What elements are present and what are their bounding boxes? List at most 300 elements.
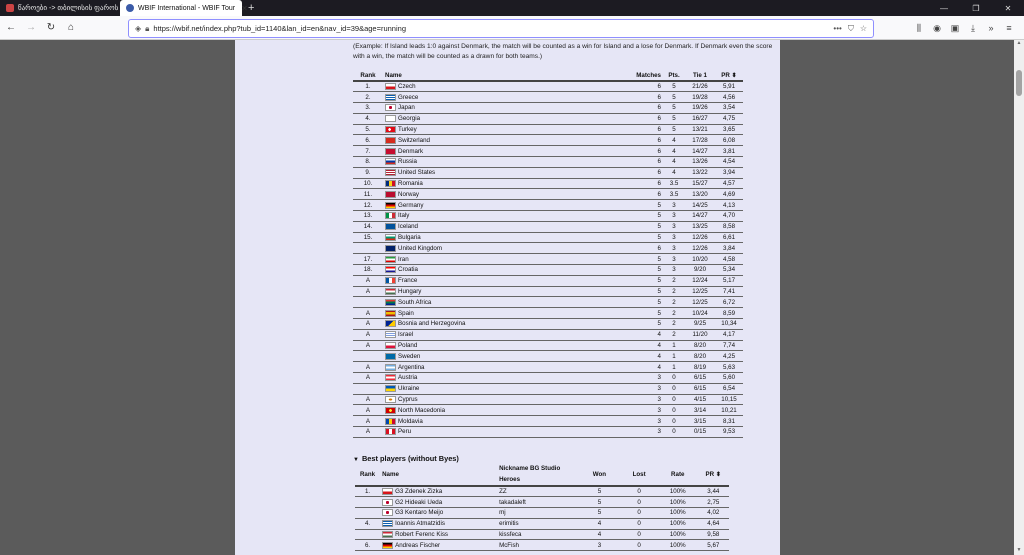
rank-cell: A bbox=[353, 329, 383, 340]
name-text[interactable]: Sweden bbox=[398, 352, 421, 360]
pr-cell: 5,63 bbox=[715, 362, 743, 373]
hamburger-menu-icon[interactable]: ≡ bbox=[1006, 23, 1012, 33]
matches-cell: 6 bbox=[623, 81, 663, 92]
pts-cell: 0 bbox=[663, 405, 685, 416]
rank-cell: 7. bbox=[353, 146, 383, 157]
ranking-body bbox=[353, 81, 743, 437]
name-text[interactable]: Turkey bbox=[398, 126, 417, 134]
pr-cell: 4,25 bbox=[715, 351, 743, 362]
name-text[interactable]: Peru bbox=[398, 428, 412, 436]
matches-cell: 3 bbox=[623, 405, 663, 416]
rank-cell: A bbox=[353, 319, 383, 330]
pocket-icon[interactable]: ⛉ bbox=[847, 23, 854, 33]
pts-cell: 5 bbox=[663, 92, 685, 103]
name-cell bbox=[383, 394, 623, 405]
matches-cell: 5 bbox=[623, 286, 663, 297]
downloads-icon[interactable]: ⤓ bbox=[971, 22, 975, 33]
page-actions-icon[interactable]: ••• bbox=[833, 24, 842, 33]
rank-cell bbox=[353, 297, 383, 308]
players-table bbox=[355, 463, 729, 551]
tie-cell: 6/15 bbox=[685, 373, 715, 384]
pr-cell: 3,81 bbox=[715, 146, 743, 157]
home-icon[interactable]: ⌂ bbox=[67, 22, 75, 33]
name-text[interactable]: Argentina bbox=[398, 363, 425, 371]
col-pts[interactable]: Pts. bbox=[663, 70, 685, 81]
page-scrollbar[interactable] bbox=[1014, 40, 1024, 555]
country-flag-icon bbox=[385, 342, 396, 349]
won-cell: 4 bbox=[579, 518, 621, 529]
matches-cell: 6 bbox=[623, 113, 663, 124]
name-text[interactable]: Switzerland bbox=[398, 136, 430, 144]
pts-cell: 0 bbox=[663, 427, 685, 438]
pts-cell: 0 bbox=[663, 416, 685, 427]
tab-title: წაროები -> თბილისის ფაროს bbox=[18, 5, 119, 12]
name-cell bbox=[383, 297, 623, 308]
country-flag-icon bbox=[385, 266, 396, 273]
pr-cell: 4,58 bbox=[715, 254, 743, 265]
tie-cell: 9/25 bbox=[685, 319, 715, 330]
matches-cell: 5 bbox=[623, 200, 663, 211]
country-flag-icon bbox=[382, 509, 393, 516]
bookmark-star-icon[interactable]: ☆ bbox=[859, 24, 867, 33]
name-text[interactable]: France bbox=[398, 277, 418, 285]
name-cell bbox=[383, 157, 623, 168]
players-section-header[interactable] bbox=[353, 454, 459, 463]
tie-cell: 3/14 bbox=[685, 405, 715, 416]
country-flag-icon bbox=[385, 158, 396, 165]
rank-cell: A bbox=[353, 373, 383, 384]
pr-cell: 10,15 bbox=[715, 394, 743, 405]
matches-cell: 6 bbox=[623, 92, 663, 103]
name-text[interactable]: G3 Zdenek Zizka bbox=[395, 488, 443, 496]
country-flag-icon bbox=[385, 115, 396, 122]
tab-strip bbox=[0, 0, 1024, 16]
col-tie[interactable]: Tie 1 bbox=[685, 70, 715, 81]
tie-cell: 19/26 bbox=[685, 103, 715, 114]
ranking-row bbox=[353, 394, 743, 405]
matches-cell: 5 bbox=[623, 275, 663, 286]
player-row bbox=[355, 518, 729, 529]
pr-cell: 2,75 bbox=[698, 497, 729, 508]
name-cell bbox=[383, 308, 623, 319]
name-text[interactable]: United Kingdom bbox=[398, 244, 443, 252]
rate-cell: 100% bbox=[658, 486, 698, 497]
forward-button[interactable]: → bbox=[26, 22, 36, 33]
country-flag-icon bbox=[385, 212, 396, 219]
rank-cell: 6. bbox=[353, 135, 383, 146]
pts-cell: 5 bbox=[663, 124, 685, 135]
col-nickname[interactable]: Nickname BG Studio Heroes bbox=[497, 463, 578, 486]
matches-cell: 6 bbox=[623, 189, 663, 200]
page-viewport bbox=[0, 40, 1014, 555]
name-text[interactable]: Moldavia bbox=[398, 417, 423, 425]
pts-cell: 5 bbox=[663, 81, 685, 92]
rank-cell: 15. bbox=[353, 232, 383, 243]
name-cell bbox=[383, 200, 623, 211]
name-text[interactable]: Poland bbox=[398, 341, 418, 349]
rank-cell: 6. bbox=[355, 540, 380, 551]
rank-cell: 1. bbox=[353, 81, 383, 92]
country-flag-icon bbox=[385, 104, 396, 111]
pr-cell: 4,02 bbox=[698, 508, 729, 519]
rank-cell bbox=[355, 508, 380, 519]
reload-button[interactable]: ↻ bbox=[46, 22, 56, 33]
account-icon[interactable]: ◉ bbox=[933, 22, 941, 33]
name-text[interactable]: Croatia bbox=[398, 266, 418, 274]
country-flag-icon bbox=[385, 353, 396, 360]
name-text[interactable]: Andreas Fischer bbox=[395, 541, 441, 549]
name-cell bbox=[383, 124, 623, 135]
name-text[interactable]: Bosnia and Herzegovina bbox=[398, 320, 466, 328]
country-flag-icon bbox=[385, 418, 396, 425]
name-cell bbox=[383, 232, 623, 243]
country-flag-icon bbox=[382, 488, 393, 495]
ranking-row bbox=[353, 373, 743, 384]
country-flag-icon bbox=[382, 531, 393, 538]
name-cell bbox=[383, 135, 623, 146]
name-text[interactable]: Czech bbox=[398, 83, 416, 91]
pr-cell: 4,57 bbox=[715, 178, 743, 189]
ranking-row bbox=[353, 135, 743, 146]
name-text[interactable]: Spain bbox=[398, 309, 414, 317]
ranking-row bbox=[353, 265, 743, 276]
matches-cell: 5 bbox=[623, 319, 663, 330]
name-text[interactable]: Greece bbox=[398, 93, 419, 101]
pts-cell: 2 bbox=[663, 329, 685, 340]
name-text[interactable]: Hungary bbox=[398, 287, 422, 295]
pr-cell: 10,21 bbox=[715, 405, 743, 416]
pts-cell: 0 bbox=[663, 383, 685, 394]
matches-cell: 4 bbox=[623, 340, 663, 351]
extension-icon[interactable]: ▣ bbox=[950, 22, 960, 33]
address-bar[interactable] bbox=[128, 19, 874, 38]
tie-cell: 12/26 bbox=[685, 243, 715, 254]
pts-cell: 0 bbox=[663, 373, 685, 384]
ranking-row bbox=[353, 405, 743, 416]
ranking-row bbox=[353, 146, 743, 157]
pts-cell: 2 bbox=[663, 286, 685, 297]
tie-cell: 8/19 bbox=[685, 362, 715, 373]
pts-cell: 4 bbox=[663, 146, 685, 157]
ranking-row bbox=[353, 157, 743, 168]
name-text[interactable]: Ioannis Atmatzidis bbox=[395, 520, 445, 528]
ranking-row bbox=[353, 211, 743, 222]
matches-cell: 4 bbox=[623, 351, 663, 362]
tie-cell: 13/20 bbox=[685, 189, 715, 200]
country-flag-icon bbox=[382, 520, 393, 527]
shield-icon[interactable]: ◈ bbox=[135, 24, 142, 33]
pr-cell: 8,31 bbox=[715, 416, 743, 427]
nickname-cell: ZZ bbox=[497, 486, 578, 497]
browser-tab-2-active[interactable] bbox=[120, 0, 248, 16]
lost-cell: 0 bbox=[620, 508, 658, 519]
col-name[interactable]: Name bbox=[380, 463, 497, 486]
pts-cell: 3.5 bbox=[663, 189, 685, 200]
matches-cell: 5 bbox=[623, 221, 663, 232]
name-text[interactable]: Robert Ferenc Kiss bbox=[395, 531, 449, 539]
rank-cell: 2. bbox=[353, 92, 383, 103]
tie-cell: 12/25 bbox=[685, 297, 715, 308]
browser-tab-1[interactable] bbox=[0, 0, 120, 16]
scrollbar-thumb[interactable] bbox=[1016, 70, 1022, 96]
name-cell bbox=[380, 529, 497, 540]
name-text[interactable]: Cyprus bbox=[398, 395, 418, 403]
country-flag-icon bbox=[385, 374, 396, 381]
name-cell bbox=[383, 243, 623, 254]
name-cell bbox=[383, 254, 623, 265]
name-cell bbox=[383, 275, 623, 286]
country-flag-icon bbox=[385, 385, 396, 392]
ranking-row bbox=[353, 221, 743, 232]
pr-cell: 10,34 bbox=[715, 319, 743, 330]
tie-cell: 4/15 bbox=[685, 394, 715, 405]
name-text[interactable]: Bulgaria bbox=[398, 233, 421, 241]
pts-cell: 3 bbox=[663, 254, 685, 265]
tie-cell: 17/28 bbox=[685, 135, 715, 146]
tab-favicon-icon bbox=[6, 4, 14, 12]
rank-cell: A bbox=[353, 427, 383, 438]
tie-cell: 8/20 bbox=[685, 351, 715, 362]
matches-cell: 3 bbox=[623, 383, 663, 394]
name-cell bbox=[380, 486, 497, 497]
ranking-row bbox=[353, 243, 743, 254]
pr-cell: 7,41 bbox=[715, 286, 743, 297]
nickname-cell: erimitis bbox=[497, 518, 578, 529]
country-flag-icon bbox=[385, 169, 396, 176]
col-won[interactable]: Won bbox=[579, 463, 621, 486]
won-cell: 5 bbox=[579, 497, 621, 508]
url-text[interactable]: https://wbif.net/index.php?tub_id=1140&lan_id=en&nav_id=39&age=running bbox=[153, 24, 406, 33]
ranking-row bbox=[353, 427, 743, 438]
name-cell bbox=[383, 167, 623, 178]
main-content bbox=[235, 40, 780, 555]
ranking-row bbox=[353, 81, 743, 92]
pr-cell: 4,69 bbox=[715, 189, 743, 200]
matches-cell: 4 bbox=[623, 329, 663, 340]
pts-cell: 4 bbox=[663, 167, 685, 178]
ranking-row bbox=[353, 254, 743, 265]
matches-cell: 3 bbox=[623, 394, 663, 405]
rank-cell: 13. bbox=[353, 211, 383, 222]
back-button[interactable]: ← bbox=[6, 22, 16, 33]
rate-cell: 100% bbox=[658, 497, 698, 508]
name-text[interactable]: Romania bbox=[398, 180, 423, 187]
name-text[interactable]: Denmark bbox=[398, 147, 424, 155]
tie-cell: 8/20 bbox=[685, 340, 715, 351]
name-text[interactable]: Russia bbox=[398, 158, 417, 166]
name-cell bbox=[380, 518, 497, 529]
pts-cell: 1 bbox=[663, 340, 685, 351]
matches-cell: 3 bbox=[623, 373, 663, 384]
pr-cell: 4,70 bbox=[715, 211, 743, 222]
rank-cell bbox=[355, 497, 380, 508]
name-cell bbox=[383, 340, 623, 351]
name-text[interactable]: North Macedonia bbox=[398, 406, 446, 414]
scroll-up-icon[interactable]: ▲ bbox=[1016, 40, 1022, 46]
rank-cell: 17. bbox=[353, 254, 383, 265]
ranking-row bbox=[353, 167, 743, 178]
country-flag-icon bbox=[385, 245, 396, 252]
navigation-bar bbox=[0, 16, 1024, 40]
ranking-header-row bbox=[353, 70, 743, 81]
name-cell bbox=[383, 319, 623, 330]
pts-cell: 4 bbox=[663, 135, 685, 146]
tie-cell: 0/15 bbox=[685, 427, 715, 438]
country-flag-icon bbox=[385, 277, 396, 284]
nickname-cell: kissfeca bbox=[497, 529, 578, 540]
rank-cell: 9. bbox=[353, 167, 383, 178]
matches-cell: 5 bbox=[623, 232, 663, 243]
pts-cell: 5 bbox=[663, 113, 685, 124]
ranking-table bbox=[353, 70, 743, 438]
name-text[interactable]: Japan bbox=[398, 104, 415, 112]
pr-cell: 5,34 bbox=[715, 265, 743, 276]
tie-cell: 21/26 bbox=[685, 81, 715, 92]
name-cell bbox=[383, 286, 623, 297]
matches-cell: 6 bbox=[623, 167, 663, 178]
won-cell: 5 bbox=[579, 508, 621, 519]
col-rank[interactable]: Rank bbox=[353, 70, 383, 81]
name-text[interactable]: Georgia bbox=[398, 115, 421, 123]
tie-cell: 19/28 bbox=[685, 92, 715, 103]
country-flag-icon bbox=[385, 407, 396, 414]
ranking-row bbox=[353, 416, 743, 427]
pr-cell: 6,54 bbox=[715, 383, 743, 394]
name-text[interactable]: Iceland bbox=[398, 223, 418, 231]
pr-cell: 6,72 bbox=[715, 297, 743, 308]
nickname-cell: mj bbox=[497, 508, 578, 519]
rank-cell: 8. bbox=[353, 157, 383, 168]
pts-cell: 3 bbox=[663, 200, 685, 211]
matches-cell: 5 bbox=[623, 308, 663, 319]
name-text[interactable]: G2 Hideaki Ueda bbox=[395, 498, 443, 506]
scroll-down-icon[interactable]: ▼ bbox=[1016, 547, 1022, 553]
rank-cell bbox=[355, 529, 380, 540]
minimize-icon[interactable]: — bbox=[940, 3, 948, 13]
pr-cell: 4,64 bbox=[698, 518, 729, 529]
country-flag-icon bbox=[385, 148, 396, 155]
ranking-row bbox=[353, 329, 743, 340]
col-rate[interactable]: Rate bbox=[658, 463, 698, 486]
close-window-icon[interactable]: ✕ bbox=[1004, 3, 1012, 13]
ranking-row bbox=[353, 340, 743, 351]
pr-cell: 4,17 bbox=[715, 329, 743, 340]
name-cell bbox=[383, 416, 623, 427]
ranking-row bbox=[353, 178, 743, 189]
lost-cell: 0 bbox=[620, 486, 658, 497]
won-cell: 4 bbox=[579, 529, 621, 540]
country-flag-icon bbox=[385, 137, 396, 144]
name-cell bbox=[383, 113, 623, 124]
name-text[interactable]: Germany bbox=[398, 201, 424, 209]
name-cell bbox=[383, 329, 623, 340]
ranking-row bbox=[353, 232, 743, 243]
name-text[interactable]: Austria bbox=[398, 374, 418, 382]
pts-cell: 3 bbox=[663, 243, 685, 254]
name-text[interactable]: Italy bbox=[398, 212, 410, 220]
rank-cell: A bbox=[353, 286, 383, 297]
pts-cell: 2 bbox=[663, 275, 685, 286]
close-tab-icon[interactable]: ✕ bbox=[241, 3, 248, 13]
ranking-row bbox=[353, 319, 743, 330]
country-flag-icon bbox=[385, 191, 396, 198]
pts-cell: 3 bbox=[663, 221, 685, 232]
pr-cell: 3,94 bbox=[715, 167, 743, 178]
library-icon[interactable]: ⫼ bbox=[916, 22, 922, 33]
name-text[interactable]: South Africa bbox=[398, 298, 432, 306]
maximize-icon[interactable]: ❐ bbox=[972, 3, 980, 13]
collapse-triangle-icon[interactable]: ▼ bbox=[353, 457, 359, 463]
pr-cell: 3,84 bbox=[715, 243, 743, 254]
country-flag-icon bbox=[385, 428, 396, 435]
col-name[interactable]: Name bbox=[383, 70, 623, 81]
matches-cell: 6 bbox=[623, 103, 663, 114]
tie-cell: 12/24 bbox=[685, 275, 715, 286]
rank-cell: 14. bbox=[353, 221, 383, 232]
tie-cell: 13/26 bbox=[685, 157, 715, 168]
pr-cell: 5,91 bbox=[715, 81, 743, 92]
col-lost[interactable]: Lost bbox=[620, 463, 658, 486]
name-text[interactable]: Ukraine bbox=[398, 385, 420, 393]
matches-cell: 5 bbox=[623, 211, 663, 222]
tie-cell: 15/27 bbox=[685, 178, 715, 189]
name-text[interactable]: G3 Kentaro Meijo bbox=[395, 509, 444, 517]
players-body bbox=[355, 486, 729, 551]
nickname-cell: McFish bbox=[497, 540, 578, 551]
tie-cell: 11/20 bbox=[685, 329, 715, 340]
tab-title: WBIF International - WBIF Tour bbox=[138, 4, 236, 12]
col-rank[interactable]: Rank bbox=[355, 463, 380, 486]
nickname-cell: takadaleft bbox=[497, 497, 578, 508]
name-text[interactable]: Israel bbox=[398, 331, 414, 339]
col-pr[interactable]: PR ⬍ bbox=[715, 70, 743, 81]
col-matches[interactable]: Matches bbox=[623, 70, 663, 81]
pr-cell: 9,53 bbox=[715, 427, 743, 438]
name-text[interactable]: United States bbox=[398, 169, 436, 177]
name-cell bbox=[380, 508, 497, 519]
rank-cell: A bbox=[353, 275, 383, 286]
pts-cell: 1 bbox=[663, 351, 685, 362]
new-tab-button[interactable]: + bbox=[248, 2, 255, 14]
pr-cell: 7,74 bbox=[715, 340, 743, 351]
country-flag-icon bbox=[385, 331, 396, 338]
country-flag-icon bbox=[382, 499, 393, 506]
players-header-row bbox=[355, 463, 729, 486]
won-cell: 3 bbox=[579, 540, 621, 551]
pts-cell: 3 bbox=[663, 265, 685, 276]
pts-cell: 3.5 bbox=[663, 178, 685, 189]
matches-cell: 5 bbox=[623, 254, 663, 265]
matches-cell: 6 bbox=[623, 135, 663, 146]
tie-cell: 16/27 bbox=[685, 113, 715, 124]
player-row bbox=[355, 540, 729, 551]
name-text[interactable]: Iran bbox=[398, 255, 409, 263]
overflow-menu-icon[interactable]: » bbox=[988, 23, 994, 33]
country-flag-icon bbox=[385, 256, 396, 263]
rank-cell: A bbox=[353, 340, 383, 351]
col-pr[interactable]: PR ⬍ bbox=[698, 463, 729, 486]
name-text[interactable]: Norway bbox=[398, 190, 419, 198]
pr-cell: 5,60 bbox=[715, 373, 743, 384]
lock-icon[interactable]: 🔒︎ bbox=[145, 23, 150, 33]
pr-cell: 5,67 bbox=[698, 540, 729, 551]
ranking-row bbox=[353, 297, 743, 308]
window-controls bbox=[928, 0, 1024, 16]
country-flag-icon bbox=[385, 94, 396, 101]
name-cell bbox=[380, 540, 497, 551]
name-cell bbox=[383, 362, 623, 373]
players-section-title: Best players (without Byes) bbox=[361, 454, 459, 463]
